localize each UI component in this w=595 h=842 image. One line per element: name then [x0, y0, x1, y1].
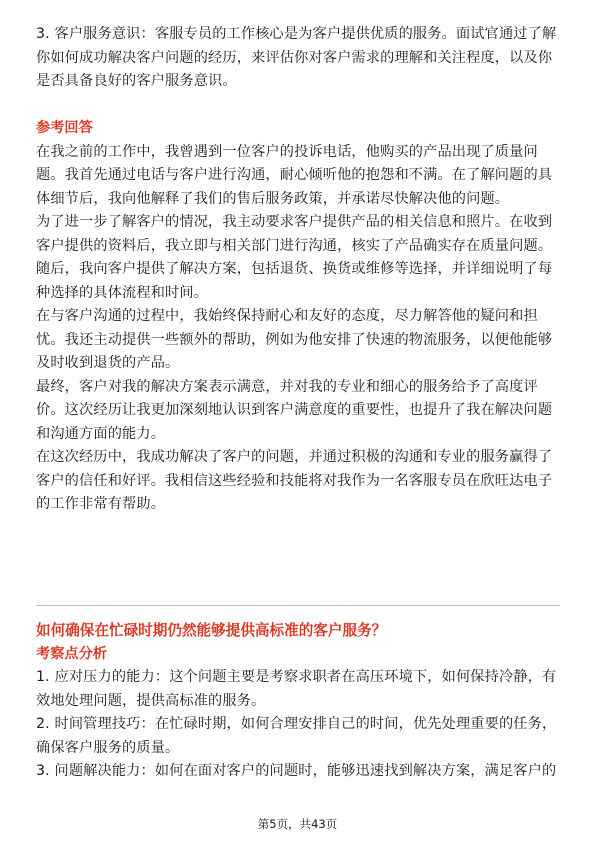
answer-paragraph — [36, 141, 560, 212]
text-line: 最终，客户对我的解决方案表示满意，并对我的专业和细心的服务给予了高度评 — [36, 378, 538, 395]
text-line: 种选择的具体流程和时间。 — [36, 284, 209, 301]
text-line: 体细节后，我向他解释了我们的售后服务政策，并承诺尽快解决他的问题。 — [36, 190, 510, 207]
text-line: 确保客户服务的质量。 — [36, 739, 180, 756]
reference-answer — [36, 117, 560, 517]
text-line: 效地处理问题，提供高标准的服务。 — [36, 692, 266, 709]
analysis-heading: 考察点分析 — [36, 645, 107, 662]
text-line: 价。这次经历让我更加深刻地认识到客户满意度的重要性，也提升了我在解决问题 — [36, 402, 553, 418]
text-line: 及时收到退货的产品。 — [36, 355, 180, 371]
text-line: 2. 时间管理技巧：在忙碌时期，如何合理安排自己的时间，优先处理重要的任务， — [36, 716, 557, 732]
text-line: 为了进一步了解客户的情况，我主动要求客户提供产品的相关信息和照片。在收到 — [36, 214, 553, 230]
question-section — [36, 619, 560, 784]
text-line: 题。我首先通过电话与客户进行沟通，耐心倾听他的抱怨和不满。在了解问题的具 — [36, 167, 553, 183]
answer-paragraph — [36, 376, 560, 447]
intro-paragraph — [36, 23, 560, 94]
text-line: 是否具备良好的客户服务意识。 — [36, 73, 237, 89]
text-line: 在与客户沟通的过程中，我始终保持耐心和友好的态度，尽力解答他的疑问和担 — [36, 308, 538, 324]
page-number: 第5页，共43页 — [257, 817, 338, 831]
text-line: 客户提供的资料后，我立即与相关部门进行沟通，核实了产品确实存在质量问题。 — [36, 237, 553, 254]
answer-paragraph — [36, 305, 560, 376]
text-line: 的工作非常有帮助。 — [36, 496, 166, 512]
reference-answer-heading: 参考回答 — [36, 120, 93, 136]
text-line: 1. 应对压力的能力：这个问题主要是考察求职者在高压环境下，如何保持冷静，有 — [36, 669, 557, 685]
text-line: 在这次经历中，我成功解决了客户的问题，并通过积极的沟通和专业的服务赢得了 — [36, 449, 553, 465]
answer-paragraph — [36, 211, 560, 305]
text-line: 客户的信任和好评。我相信这些经验和技能将对我作为一名客服专员在欣旺达电子 — [36, 472, 553, 489]
answer-paragraph — [36, 446, 560, 517]
text-line: 和沟通方面的能力。 — [36, 425, 166, 442]
text-line: 3. 问题解决能力：如何在面对客户的问题时，能够迅速找到解决方案，满足客户的 — [36, 763, 557, 779]
text-line: 在我之前的工作中，我曾遇到一位客户的投诉电话，他购买的产品出现了质量问 — [36, 143, 538, 160]
section-divider — [36, 605, 560, 606]
question-title: 如何确保在忙碌时期仍然能够提供高标准的客户服务？ — [36, 622, 387, 639]
text-line: 忧。我还主动提供一些额外的帮助，例如为他安排了快速的物流服务，以便他能够 — [36, 331, 553, 348]
text-line: 你如何成功解决客户问题的经历，来评估你对客户需求的理解和关注程度，以及你 — [36, 49, 553, 66]
text-line: 随后，我向客户提供了解决方案，包括退货、换货或维修等选择，并详细说明了每 — [36, 261, 553, 277]
text-line: 3. 客户服务意识：客服专员的工作核心是为客户提供优质的服务。面试官通过了解 — [36, 26, 557, 42]
